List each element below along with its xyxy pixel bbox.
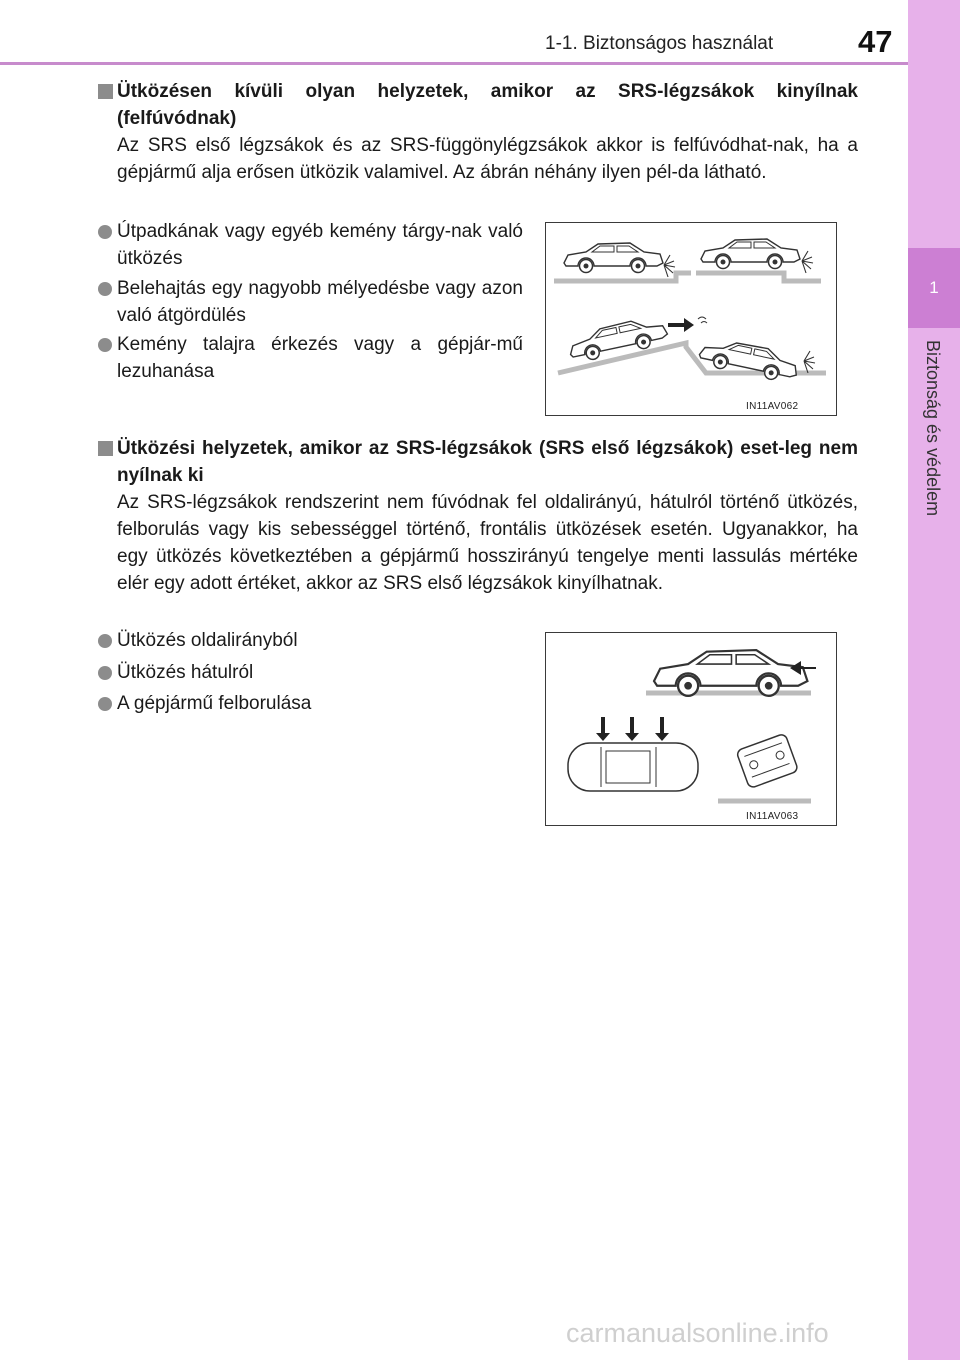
round-bullet-icon	[98, 338, 112, 352]
section2-bullet-1: Ütközés oldalirányból	[98, 627, 518, 654]
watermark-text: carmanualsonline.info	[566, 1318, 829, 1348]
square-bullet-icon	[98, 441, 113, 456]
figure-non-deploy-cases	[545, 632, 837, 826]
non-deploy-illustration	[546, 633, 836, 825]
section1-heading-text: Ütközésen kívüli olyan helyzetek, amikor az SRS-légzsákok kinyílnak (felfúvódnak)	[117, 81, 858, 129]
chapter-side-tab	[908, 0, 960, 1360]
figure1-code: IN11AV062	[746, 401, 799, 412]
section2-bullet-3: A gépjármű felborulása	[98, 690, 518, 717]
page-number: 47	[858, 24, 893, 59]
running-header-title: 1-1. Biztonságos használat	[545, 33, 774, 54]
section2-heading-text: Ütközési helyzetek, amikor az SRS-légzsákok (SRS első légzsákok) eset-leg nem nyílnak ki	[117, 438, 858, 486]
header-rule	[0, 62, 908, 65]
square-bullet-icon	[98, 84, 113, 99]
section1-bullet-3: Kemény talajra érkezés vagy a gépjár-mű lezuhanása	[98, 331, 523, 385]
section1-bullet-1: Útpadkának vagy egyéb kemény tárgy-nak való ütközés	[98, 218, 523, 272]
figure2-code: IN11AV063	[746, 811, 799, 822]
section2-heading	[98, 435, 858, 489]
round-bullet-icon	[98, 666, 112, 680]
section1-paragraph: Az SRS első légzsákok és az SRS-függönylégzsákok akkor is felfúvódhat-nak, ha a gépjármű alja erősen ütközik valamivel. Az ábrán néhány ilyen pél-da látható.	[117, 135, 858, 183]
chapter-title-vertical: Biztonság és védelem	[923, 340, 943, 517]
figure-underbody-impacts	[545, 222, 837, 416]
section1-bullet-2: Belehajtás egy nagyobb mélyedésbe vagy azon való átgördülés	[98, 275, 523, 329]
section1-heading	[98, 78, 858, 132]
chapter-number-tab[interactable]: 1	[908, 248, 960, 328]
section2-paragraph: Az SRS-légzsákok rendszerint nem fúvódnak fel oldalirányú, hátulról történő ütközés, felborulás vagy kis sebességgel történő, frontális ütközések esetén. Ugyanakkor, ha egy ütközés következtében a gépjármű hosszirányú tengelye menti lassulás mértéke elér egy adott értéket, akkor az SRS első légzsákok kinyílhatnak.	[117, 492, 858, 594]
round-bullet-icon	[98, 225, 112, 239]
section2-bullet-2: Ütközés hátulról	[98, 659, 518, 686]
round-bullet-icon	[98, 282, 112, 296]
round-bullet-icon	[98, 697, 112, 711]
underbody-impact-illustration	[546, 223, 836, 415]
round-bullet-icon	[98, 634, 112, 648]
top-view-car	[568, 743, 698, 791]
